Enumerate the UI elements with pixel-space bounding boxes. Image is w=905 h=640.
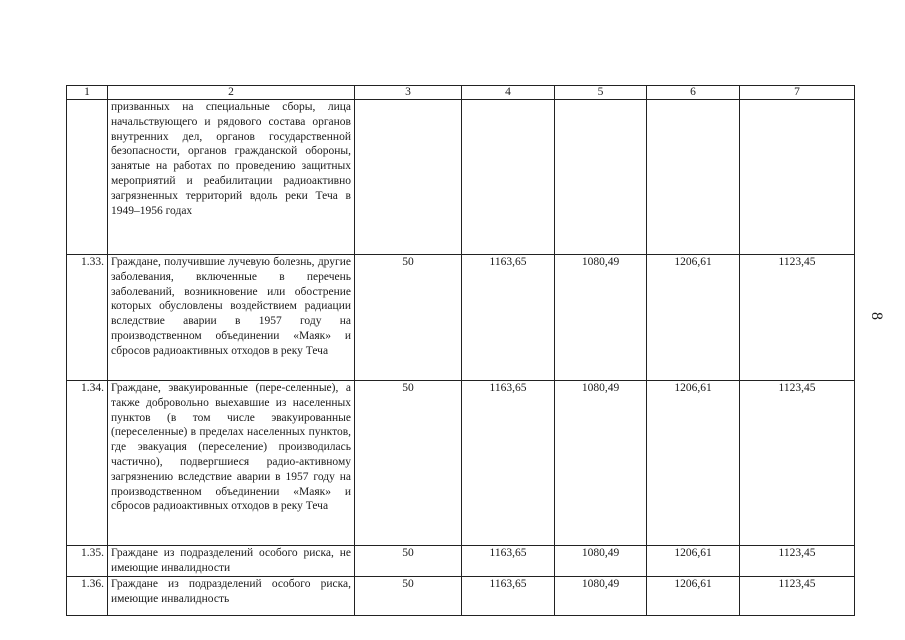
header-col-7: 7: [740, 86, 855, 100]
cell-col-6: 1206,61: [647, 255, 740, 381]
cell-col-6: 1206,61: [647, 577, 740, 616]
header-col-4: 4: [462, 86, 555, 100]
cell-col-7: 1123,45: [740, 577, 855, 616]
cell-col-4: 1163,65: [462, 546, 555, 577]
header-col-3: 3: [355, 86, 462, 100]
cell-col-3: 50: [355, 381, 462, 546]
cell-col-5: 1080,49: [555, 577, 647, 616]
cell-col-5: 1080,49: [555, 255, 647, 381]
header-col-2: 2: [108, 86, 355, 100]
table-row: [67, 100, 855, 255]
cell-col-4: [462, 100, 555, 255]
row-description: призванных на специальные сборы, лица начальствующего и рядового состава органов внутренних дел, органов государственной безопасности, органов гражданской обороны, занятые на работах по проведению защитных мероприятий и реабилитации радиоактивно загрязненных территорий вдоль реки Теча в 1949–1956 годах: [108, 100, 355, 255]
cell-col-3: 50: [355, 255, 462, 381]
table-row: [67, 577, 855, 616]
header-col-5: 5: [555, 86, 647, 100]
table-row: [67, 546, 855, 577]
row-description: Граждане, эвакуированные (пере-селенные), а также добровольно выехавшие из населенных пунктов (в том числе эвакуированные (переселенные) в пределах населенных пунктов, где эвакуация (переселение) производилась частично), подвергшиеся радио-активному загрязнению вследствие аварии в 1957 году на производственном объединении «Маяк» и сбросов радиоактивных отходов в реку Теча: [108, 381, 355, 546]
cell-col-6: 1206,61: [647, 381, 740, 546]
row-number: 1.36.: [67, 577, 108, 616]
cell-col-7: [740, 100, 855, 255]
header-col-1: 1: [67, 86, 108, 100]
cell-col-3: [355, 100, 462, 255]
row-description: Граждане из подразделений особого риска, имеющие инвалидность: [108, 577, 355, 616]
cell-col-4: 1163,65: [462, 577, 555, 616]
table-row: [67, 381, 855, 546]
cell-col-3: 50: [355, 577, 462, 616]
cell-col-6: 1206,61: [647, 546, 740, 577]
row-number: 1.33.: [67, 255, 108, 381]
cell-col-6: [647, 100, 740, 255]
header-col-6: 6: [647, 86, 740, 100]
header-row: [67, 86, 855, 100]
cell-col-7: 1123,45: [740, 381, 855, 546]
row-number: 1.34.: [67, 381, 108, 546]
row-number: 1.35.: [67, 546, 108, 577]
cell-col-7: 1123,45: [740, 255, 855, 381]
cell-col-5: [555, 100, 647, 255]
row-description: Граждане, получившие лучевую болезнь, другие заболевания, включенные в перечень заболеваний, возникновение или обострение которых обусловлены воздействием радиации вследствие аварии в 1957 году на производственном объединении «Маяк» и сбросов радиоактивных отходов в реку Теча: [108, 255, 355, 381]
cell-col-7: 1123,45: [740, 546, 855, 577]
cell-col-4: 1163,65: [462, 255, 555, 381]
cell-col-3: 50: [355, 546, 462, 577]
cell-col-4: 1163,65: [462, 381, 555, 546]
row-number: [67, 100, 108, 255]
benefits-table: [66, 85, 855, 616]
cell-col-5: 1080,49: [555, 546, 647, 577]
table-row: [67, 255, 855, 381]
page-number: 8: [868, 312, 885, 320]
cell-col-5: 1080,49: [555, 381, 647, 546]
row-description: Граждане из подразделений особого риска, не имеющие инвалидности: [108, 546, 355, 577]
